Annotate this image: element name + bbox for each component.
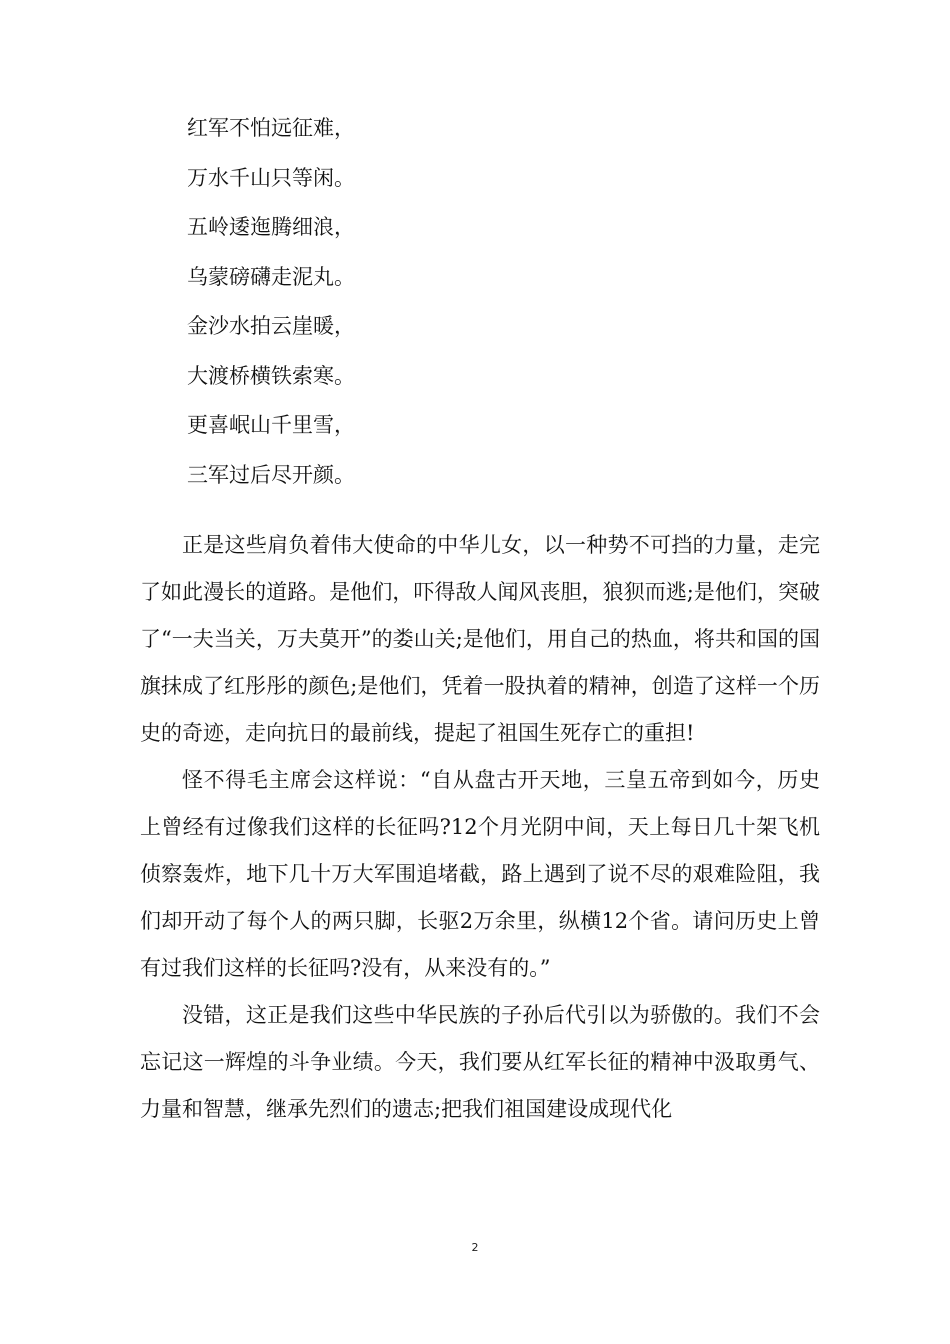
poem — [187, 118, 355, 514]
poem-line: 金沙水拍云崖暖， — [187, 314, 355, 338]
poem-line: 三军过后尽开颜。 — [187, 462, 355, 487]
poem-line: 红军不怕远征难， — [187, 116, 355, 140]
page-number: 2 — [471, 1241, 479, 1254]
poem-line: 乌蒙磅礴走泥丸。 — [187, 264, 355, 289]
paragraph: 怪不得毛主席会这样说：“自从盘古开天地，三皇五帝到如今，历史上曾经有过像我们这样的长征吗?12个月光阴中间，天上每日几十架飞机侦察轰炸，地下几十万大军围追堵截，路上遇到了说不尽的艰难险阻，我们却开动了每个人的两只脚，长驱2万余里，纵横12个省。请问历史上曾有过我们这样的长征吗?没有，从来没有的。” — [140, 768, 820, 980]
body-text — [140, 522, 820, 1133]
poem-line: 万水千山只等闲。 — [187, 165, 355, 190]
poem-line: 更喜岷山千里雪， — [187, 413, 355, 437]
poem-line: 五岭逶迤腾细浪， — [187, 215, 355, 239]
poem-line: 大渡桥横铁索寒。 — [187, 363, 355, 388]
paragraph: 没错，这正是我们这些中华民族的子孙后代引以为骄傲的。我们不会忘记这一辉煌的斗争业绩。今天，我们要从红军长征的精神中汲取勇气、力量和智慧，继承先烈们的遗志;把我们祖国建设成现代化 — [140, 1003, 820, 1121]
paragraph: 正是这些肩负着伟大使命的中华儿女，以一种势不可挡的力量，走完了如此漫长的道路。是他们，吓得敌人闻风丧胆，狼狈而逃;是他们，突破了“一夫当关，万夫莫开”的娄山关;是他们，用自己的热血，将共和国的国旗抹成了红彤彤的颜色;是他们，凭着一股执着的精神，创造了这样一个历史的奇迹，走向抗日的最前线，提起了祖国生死存亡的重担! — [140, 533, 820, 745]
